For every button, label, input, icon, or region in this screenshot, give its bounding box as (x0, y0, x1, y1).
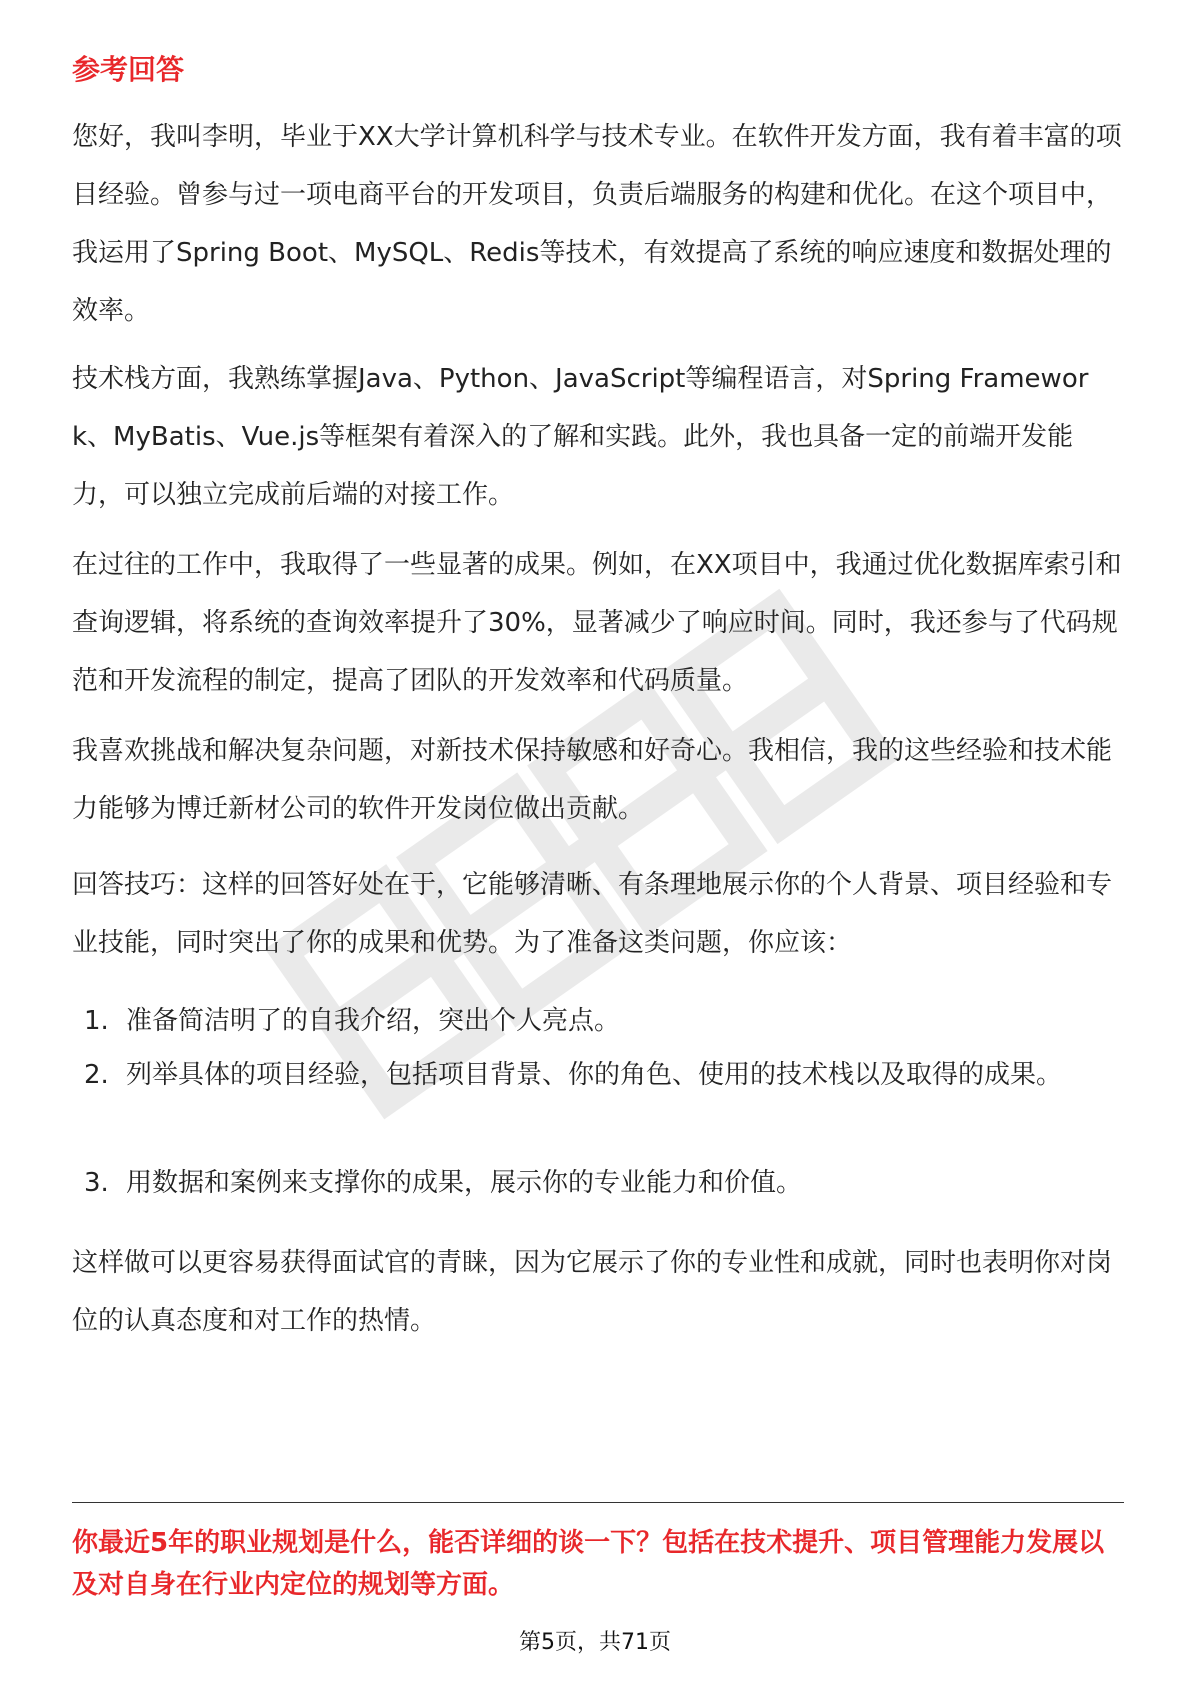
answer-tips-intro: 回答技巧：这样的回答好处在于，它能够清晰、有条理地展示你的个人背景、项目经验和专业技能，同时突出了你的成果和优势。为了准备这类问题，你应该： (72, 870, 1113, 958)
tips-list-item (84, 1046, 1124, 1104)
list-number: 2. (84, 1060, 109, 1090)
answer-paragraph-motivation: 我喜欢挑战和解决复杂问题，对新技术保持敏感和好奇心。我相信，我的这些经验和技术能力能够为博迁新材公司的软件开发岗位做出贡献。 (72, 736, 1113, 824)
list-text: 准备简洁明了的自我介绍，突出个人亮点。 (126, 1006, 621, 1036)
closing-paragraph: 这样做可以更容易获得面试官的青睐，因为它展示了你的专业性和成就，同时也表明你对岗位的认真态度和对工作的热情。 (72, 1248, 1113, 1336)
list-number: 1. (84, 1006, 109, 1036)
answer-paragraph-tech-stack: 技术栈方面，我熟练掌握Java、Python、JavaScript等编程语言，对Spring Framework、MyBatis、Vue.js等框架有着深入的了解和实践。此外，我也具备一定的前端开发能力，可以独立完成前后端的对接工作。 (72, 364, 1089, 510)
list-text: 用数据和案例来支撑你的成果，展示你的专业能力和价值。 (126, 1168, 803, 1198)
tips-list-item (84, 1154, 1124, 1212)
section-title: 参考回答 (72, 53, 185, 86)
section-divider (72, 1502, 1124, 1503)
next-question-heading: 你最近5年的职业规划是什么，能否详细的谈一下？包括在技术提升、项目管理能力发展以及对自身在行业内定位的规划等方面。 (72, 1528, 1105, 1600)
answer-paragraph-intro: 您好，我叫李明，毕业于XX大学计算机科学与技术专业。在软件开发方面，我有着丰富的项目经验。曾参与过一项电商平台的开发项目，负责后端服务的构建和优化。在这个项目中，我运用了Spring Boot、MySQL、Redis等技术，有效提高了系统的响应速度和数据处理的效率。 (72, 122, 1122, 326)
list-text: 列举具体的项目经验，包括项目背景、你的角色、使用的技术栈以及取得的成果。 (126, 1060, 1063, 1090)
answer-paragraph-achievements: 在过往的工作中，我取得了一些显著的成果。例如，在XX项目中，我通过优化数据库索引和查询逻辑，将系统的查询效率提升了30%，显著减少了响应时间。同时，我还参与了代码规范和开发流程的制定，提高了团队的开发效率和代码质量。 (72, 550, 1122, 696)
page-footer: 第5页，共71页 (519, 1630, 671, 1655)
tips-list-item (84, 992, 1124, 1050)
list-number: 3. (84, 1168, 109, 1198)
